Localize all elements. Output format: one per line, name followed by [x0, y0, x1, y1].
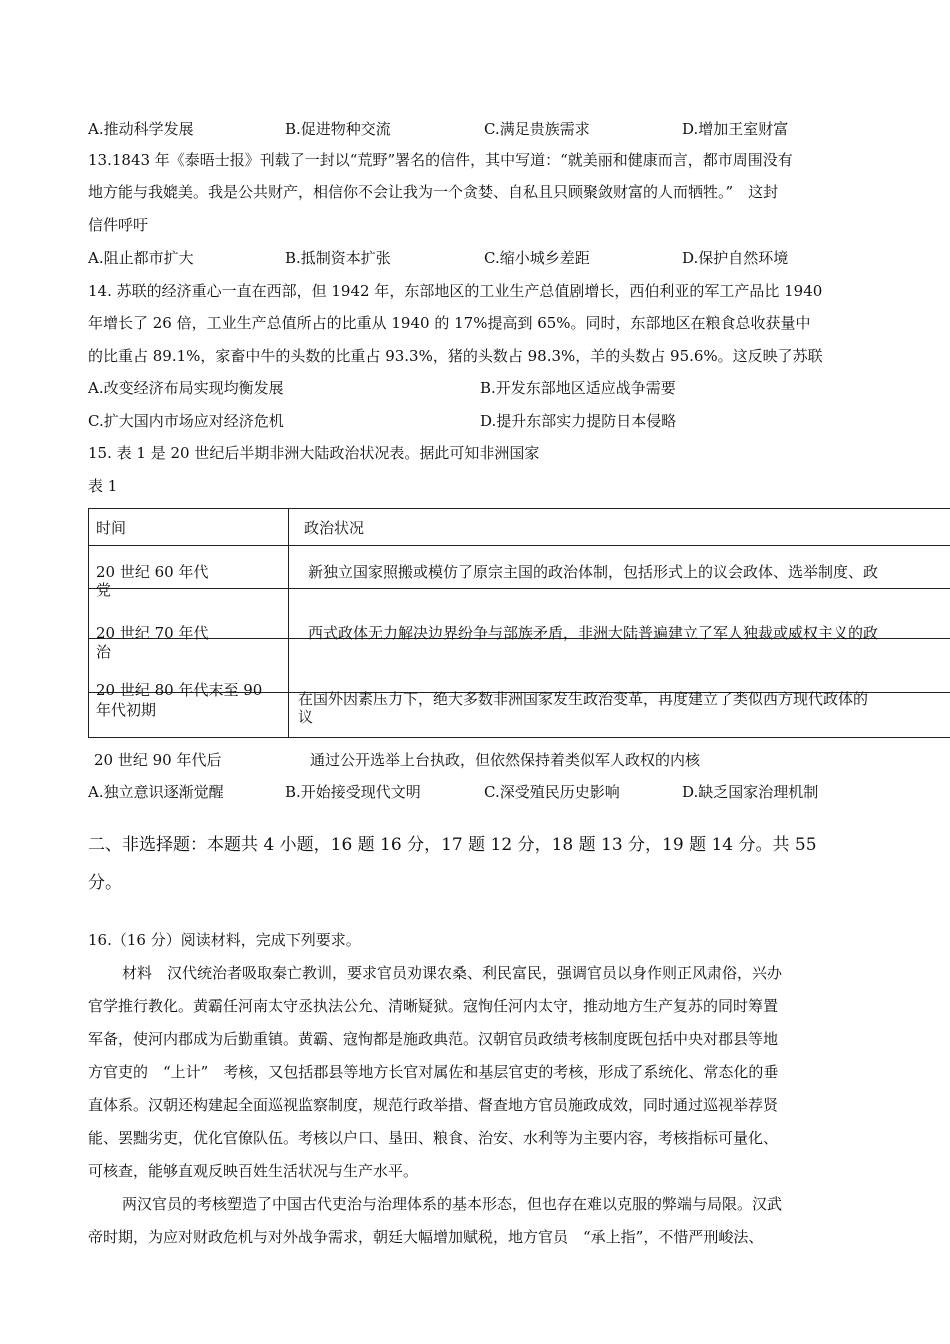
q14-options-row-1	[88, 377, 888, 399]
q16-para2-line-1: 两汉官员的考核塑造了中国古代吏治与治理体系的基本形态，但也存在难以克服的弊端与局限。汉武	[122, 1195, 783, 1213]
q16-para1-line-3: 军备，使河内郡成为后勤重镇。黄霸、寇恂都是施政典范。汉朝官员政绩考核制度既包括中央对郡县等地	[88, 1030, 779, 1048]
table-border-left	[88, 508, 89, 738]
q14-stem-line-1: 14. 苏联的经济重心一直在西部，但 1942 年，东部地区的工业生产总值剧增长，西伯利亚的军工产品比 1940	[88, 282, 823, 300]
q12-option-c: C.满足贵族需求	[484, 120, 590, 138]
table-border-bottom	[88, 737, 950, 738]
q14-option-b: B.开发东部地区适应战争需要	[480, 379, 676, 397]
q16-title: 16.（16 分）阅读材料，完成下列要求。	[88, 931, 361, 949]
row1-time: 20 世纪 60 年代	[96, 563, 209, 581]
row3-time-line-2: 年代初期	[96, 701, 157, 719]
section-2-heading: 二、非选择题：本题共 4 小题，16 题 16 分，17 题 12 分，18 题 13 分，19 题 14 分。共 55	[88, 835, 817, 855]
q16-para1-line-2: 官学推行教化。黄霸任河南太守丞执法公允、清晰疑狱。寇恂任河内太守，推动地方生产复苏的同时筹置	[88, 997, 779, 1015]
q13-stem-line-1: 13.1843 年《泰晤士报》刊载了一封以“荒野”署名的信件，其中写道：“就美丽和健康而言，都市周围没有	[88, 151, 793, 169]
q13-option-d: D.保护自然环境	[682, 249, 789, 267]
q13-option-b: B.抵制资本扩张	[285, 249, 391, 267]
q14-stem-line-2: 年增长了 26 倍，工业生产总值所占的比重从 1940 的 17%提高到 65%。同时，东部地区在粮食总收获量中	[88, 314, 811, 332]
table-column-divider	[288, 508, 289, 738]
table-border-top	[88, 508, 950, 509]
row3-time: 20 世纪 80 年代末至 90	[96, 681, 263, 699]
row1-status: 新独立国家照搬或模仿了原宗主国的政治体制，包括形式上的议会政体、选举制度、政	[308, 563, 879, 581]
row4-time: 20 世纪 90 年代后	[94, 751, 222, 769]
table-header-divider	[88, 545, 950, 546]
row2-status: 西式政体无力解决边界纷争与部族矛盾，非洲大陆普遍建立了军人独裁或威权主义的政	[308, 624, 879, 642]
table-row-divider	[88, 588, 950, 589]
q14-stem-line-3: 的比重占 89.1%，家畜中牛的头数的比重占 93.3%，猪的头数占 98.3%，羊的头数占 95.6%。这反映了苏联	[88, 347, 823, 365]
q14-options-row-2	[88, 410, 888, 432]
q12-option-a: A.推动科学发展	[88, 120, 194, 138]
q16-para1-line-7: 可核查，能够直观反映百姓生活状况与生产水平。	[88, 1162, 419, 1180]
q15-option-a: A.独立意识逐渐觉醒	[88, 783, 224, 801]
q12-option-b: B.促进物种交流	[285, 120, 391, 138]
q13-stem-line-2: 地方能与我媲美。我是公共财产，相信你不会让我为一个贪婪、自私且只顾聚敛财富的人而牺牲。” 这封	[88, 183, 779, 201]
q12-option-d: D.增加王室财富	[682, 120, 789, 138]
q15-stem: 15. 表 1 是 20 世纪后半期非洲大陆政治状况表。据此可知非洲国家	[88, 444, 540, 462]
row1-status-wrap: 党	[96, 581, 112, 599]
q14-option-a: A.改变经济布局实现均衡发展	[88, 379, 284, 397]
q13-stem-line-3: 信件呼吁	[88, 216, 149, 234]
q14-option-c: C.扩大国内市场应对经济危机	[88, 412, 284, 430]
table-header-status: 政治状况	[304, 519, 365, 537]
q16-para2-line-2: 帝时期，为应对财政危机与对外战争需求，朝廷大幅增加赋税，地方官员 “承上指”，不惜严刑峻法、	[88, 1228, 764, 1246]
q12-options	[88, 118, 888, 140]
q16-para1-line-6: 能、罢黜劣吏，优化官僚队伍。考核以户口、垦田、粮食、治安、水利等为主要内容，考核指标可量化、	[88, 1129, 779, 1147]
q13-option-c: C.缩小城乡差距	[484, 249, 590, 267]
row3-status-wrap: 议	[298, 708, 314, 726]
q15-option-d: D.缺乏国家治理机制	[682, 783, 819, 801]
q14-option-d: D.提升东部实力提防日本侵略	[480, 412, 677, 430]
q16-para1-line-1: 材料 汉代统治者吸取秦亡教训，要求官员劝课农桑、利民富民，强调官员以身作则正风肃俗，兴办	[122, 964, 783, 982]
q13-option-a: A.阻止都市扩大	[88, 249, 194, 267]
q15-options	[88, 781, 888, 803]
row2-status-wrap: 治	[96, 643, 112, 661]
table-label: 表 1	[88, 477, 118, 495]
table-header-time: 时间	[96, 519, 127, 537]
row3-status: 在国外因素压力下，绝大多数非洲国家发生政治变革，再度建立了类似西方现代政体的	[298, 690, 869, 708]
q13-options	[88, 247, 888, 269]
q16-para1-line-4: 方官吏的 “上计” 考核，又包括郡县等地方长官对属佐和基层官吏的考核，形成了系统化、常态化的垂	[88, 1063, 779, 1081]
section-2-heading-line-2: 分。	[88, 873, 122, 893]
q15-option-c: C.深受殖民历史影响	[484, 783, 620, 801]
q15-option-b: B.开始接受现代文明	[285, 783, 421, 801]
row4-status: 通过公开选举上台执政，但依然保持着类似军人政权的内核	[310, 751, 701, 769]
politics-table	[88, 508, 950, 738]
row2-time: 20 世纪 70 年代	[96, 624, 209, 642]
q16-para1-line-5: 直体系。汉朝还构建起全面巡视监察制度，规范行政举措、督查地方官员施政成效，同时通过巡视举荐贤	[88, 1096, 779, 1114]
